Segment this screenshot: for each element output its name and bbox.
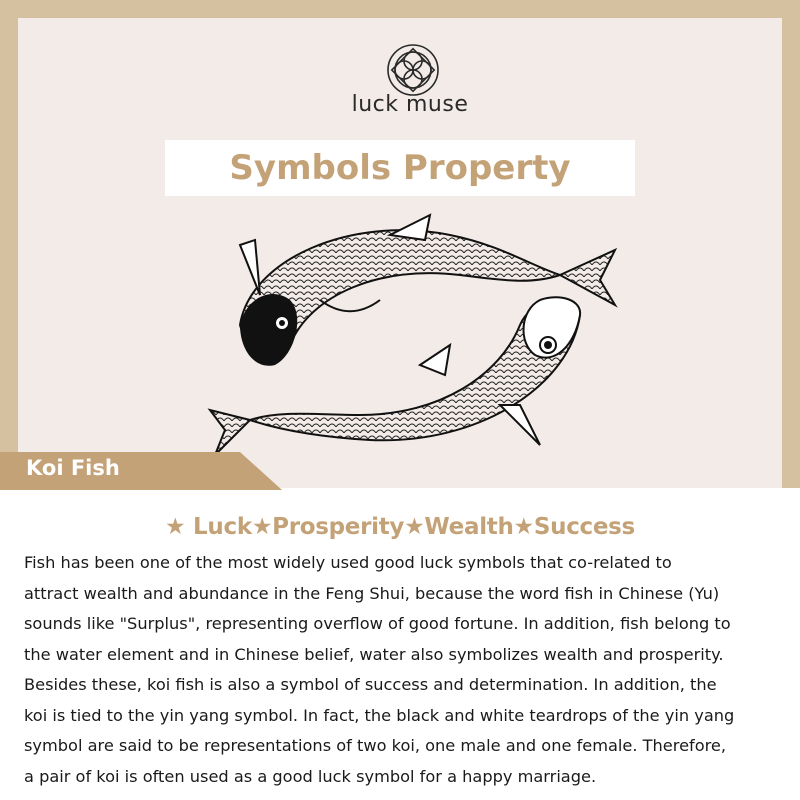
description-line: sounds like "Surplus", representing overflow of good fortune. In addition, fish belong to <box>24 614 731 633</box>
description-line: Besides these, koi fish is also a symbol of success and determination. In addition, the <box>24 675 717 694</box>
flower-of-life-icon <box>385 42 441 98</box>
koi-fish-pair-icon <box>200 205 620 485</box>
description <box>24 548 784 792</box>
description-line: a pair of koi is often used as a good luck symbol for a happy marriage. <box>24 766 597 786</box>
description-line: attract wealth and abundance in the Feng Shui, because the word fish in Chinese (Yu) <box>24 583 720 603</box>
section-label: Koi Fish <box>26 456 120 480</box>
page-title: Symbols Property <box>229 148 571 188</box>
description-line: Fish has been one of the most widely used good luck symbols that co-related to <box>24 553 672 572</box>
description-line: the water element and in Chinese belief, water also symbolizes wealth and prosperity. <box>24 644 724 664</box>
tagline: ★ Luck★Prosperity★Wealth★Success <box>165 514 635 540</box>
description-line: koi is tied to the yin yang symbol. In fact, the black and white teardrops of the yin yang <box>24 705 735 725</box>
description-line: symbol are said to be representations of two koi, one male and one female. Therefore, <box>24 736 727 755</box>
title-bar <box>165 140 635 196</box>
brand-name: luck muse <box>351 92 469 117</box>
